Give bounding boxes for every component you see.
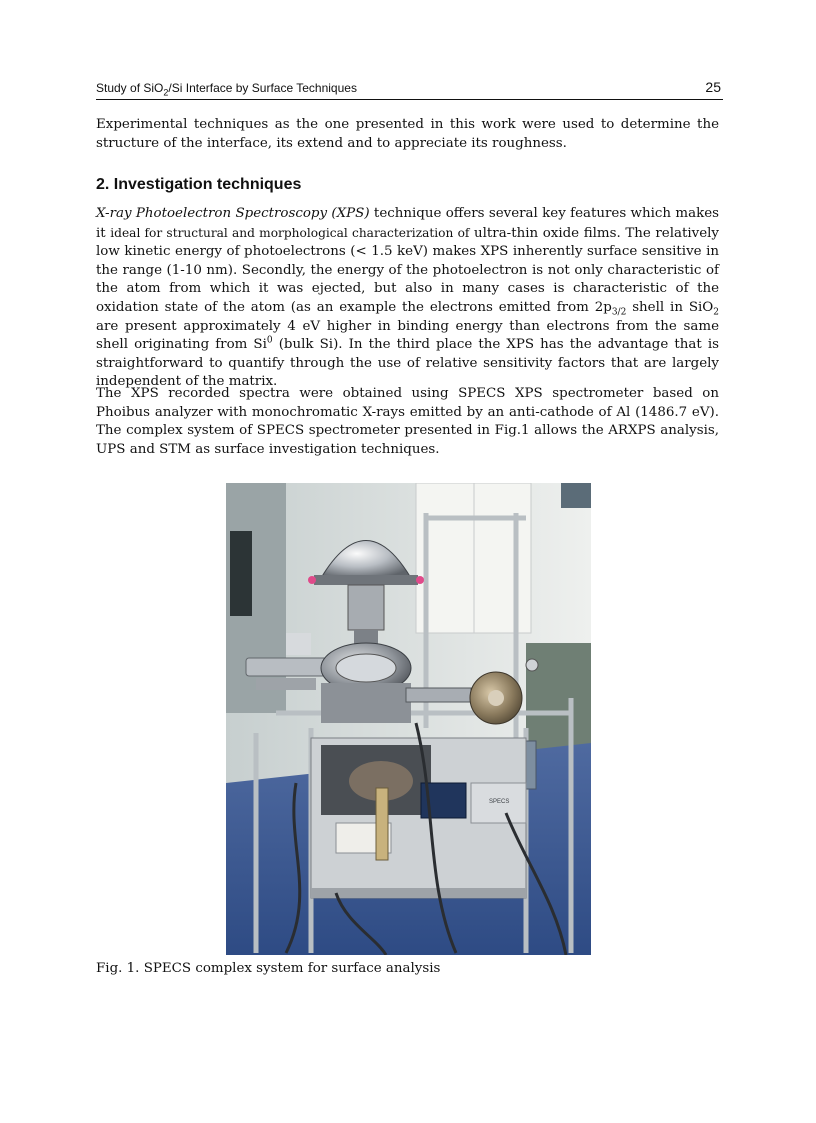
section-heading: 2. Investigation techniques — [96, 176, 302, 193]
figure-caption: Fig. 1. SPECS complex system for surface analysis — [96, 961, 441, 976]
photo-board — [230, 531, 252, 616]
photo-transfer-tube — [406, 688, 471, 702]
figure-specs-photo — [226, 483, 591, 955]
running-title: Study of SiO$_2$/Si Interface by Surface Techniques — [96, 81, 357, 98]
page-number: 25 — [705, 79, 721, 95]
photo-specs-label: SPECS — [489, 799, 510, 805]
specs-system-photo — [226, 483, 591, 955]
xps-paragraph: X-ray Photoelectron Spectroscopy (XPS) technique offers several key features which makes it ideal for structural and morphological characterization of ultra-thin oxide films. The relatively low kinetic energy of photoelectrons (< 1.5 keV) makes XPS inherently surface sensitive in the range (1-10 nm). Secondly, the energy of the photoelectron is not only characteristic of the atom from which it was ejected, but also in many cases is characteristic of the oxidation state of the atom (as an example the electrons emitted from $2p_{3/2}$ shell in SiO$_2$ are present approximately 4 eV higher in binding energy than electrons from the same shell originating from Si$^0$ (bulk Si). In the third place the XPS has the advantage that is straightforward to quantify through the use of relative sensitivity factors that are largely independent of the matrix. — [96, 206, 720, 390]
photo-window — [561, 483, 591, 508]
photo-gauge — [376, 788, 388, 860]
intro-paragraph: Experimental techniques as the one presented in this work were used to determine the structure of the interface, its extend and to appreciate its roughness. — [96, 117, 719, 151]
xps-term: X-ray Photoelectron Spectroscopy (XPS) — [96, 206, 370, 221]
running-header — [96, 79, 723, 100]
spectra-paragraph: The XPS recorded spectra were obtained using SPECS XPS spectrometer based on Phoibus analyzer with monochromatic X-rays emitted by an anti-cathode of Al (1486.7 eV). The complex system of SPECS spectrometer presented in Fig.1 allows the ARXPS analysis, UPS and STM as surface investigation techniques. — [96, 386, 719, 457]
